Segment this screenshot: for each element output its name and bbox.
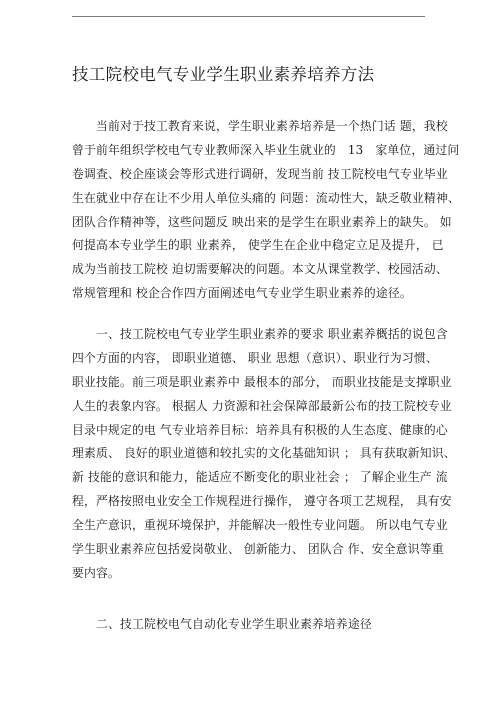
text-line: 职业技能。前三项是职业素养中 最根本的部分， 而职业技能是支撑职业 [72,374,452,389]
text-line: 当前对于技工教育来说，学生职业素养培养是一个热门话 题，我校 [72,119,448,133]
text-line: 理素质、 良好的职业道德和较扎实的文化基础知识 ； 具有获取新知识、 [72,446,456,461]
document-title: 技工院校电气专业学生职业素养培养方法 [72,65,375,84]
paragraph-intro [72,115,460,306]
text-line: 程，严格按照电业安全工作规程进行操作， 遵守各项工艺规程， 具有安 [72,494,452,509]
text-line: 全生产意识，重视环境保护，并能解决一般性专业问题。 所以电气专业 [72,518,448,533]
section-heading-paths [72,613,432,637]
text-line: 团队合作精神等，这些问题反 映出来的是学生在职业素养上的缺失。 如 [72,214,452,229]
paragraph-requirements [72,323,456,586]
text-line: 学生职业素养应包括爱岗敬业、 创新能力、 团队合 作、安全意识等重 [72,542,444,557]
text-line: 人生的表象内容。 根据人 力资源和社会保障部最新公布的技工院校专业 [72,398,452,413]
text-line: 一、技工院校电气专业学生职业素养的要求 职业素养概括的说包含 [72,327,448,341]
text-line: 曾于前年组织学校电气专业教师深入毕业生就业的 13 家单位，通过问 [72,142,460,157]
text-line: 成为当前技工院校 迫切需要解决的问题。本文从课堂教学、校园活动、 [72,262,448,277]
text-line: 四个方面的内容， 即职业道德、 职业 思想（意识）、职业行为习惯、 [72,350,438,365]
header-rule [72,16,425,17]
text-line: 常规管理和 校企合作四方面阐述电气专业学生职业素养的途径。 [72,286,412,301]
text-line: 目录中规定的电 气专业培养目标：培养具有积极的人生态度、健康的心 [72,422,448,437]
text-line: 何提高本专业学生的职 业素养， 使学生在企业中稳定立足及提升， 已 [72,238,444,253]
text-line: 二、技工院校电气自动化专业学生职业素养培养途径 [72,617,372,631]
text-line: 要内容。 [72,565,120,580]
text-line: 卷调查、校企座谈会等形式进行调研，发现当前 技工院校电气专业毕业 [72,166,448,181]
text-line: 新 技能的意识和能力，能适应不断变化的职业社会 ； 了解企业生产 流 [72,470,448,485]
text-line: 生在就业中存在让不少用人单位头痛的 问题：流动性大，缺乏敬业精神、 [72,190,460,205]
